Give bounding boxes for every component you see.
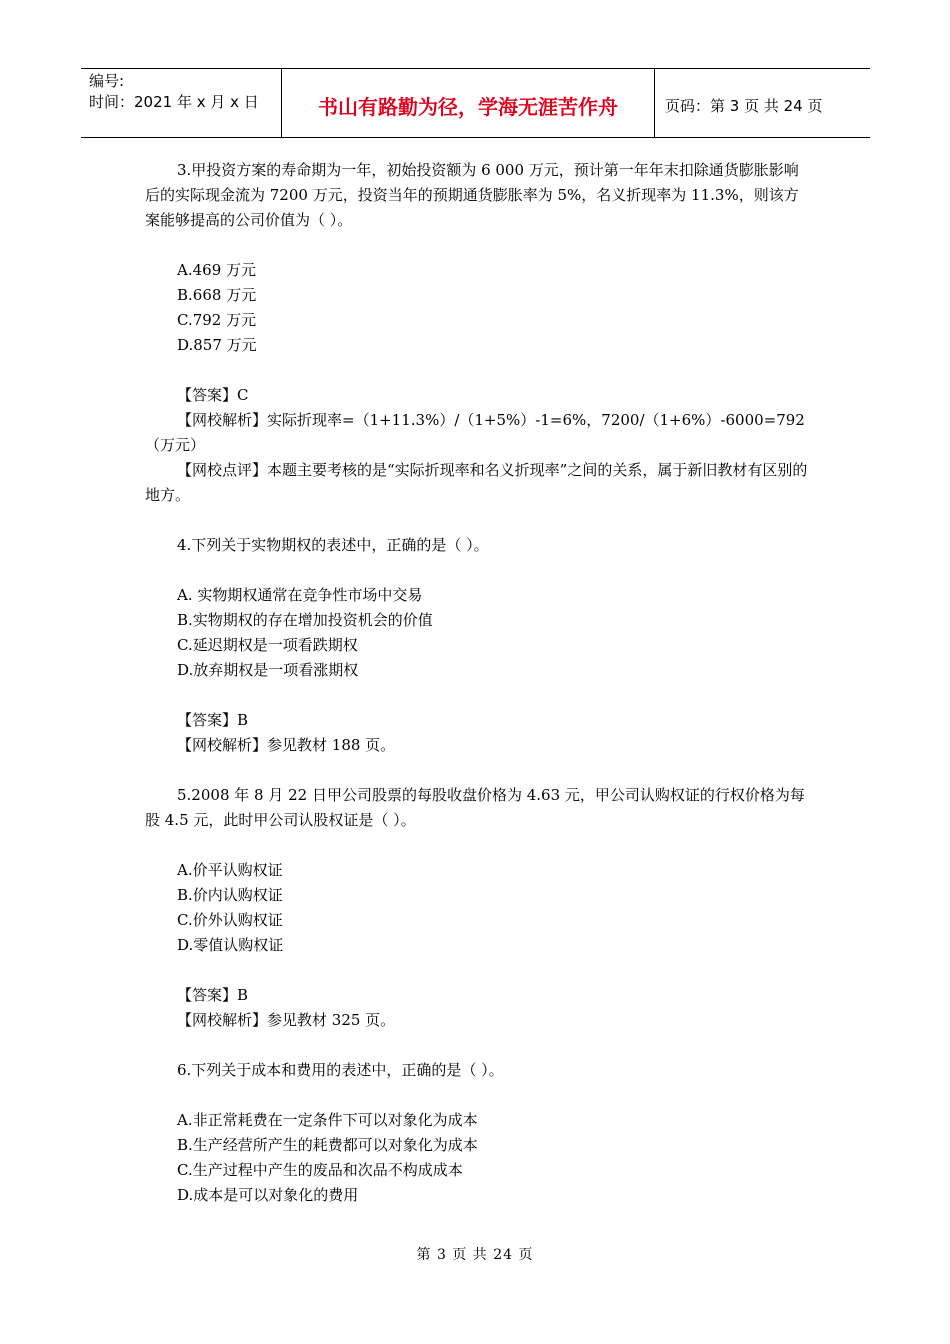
analysis: 【网校解析】参见教材 188 页。 <box>177 736 396 754</box>
option: B.实物期权的存在增加投资机会的价值 <box>177 611 433 629</box>
option: C.生产过程中产生的废品和次品不构成成本 <box>177 1161 463 1179</box>
page-info: 页码：第 3 页 共 24 页 <box>665 96 823 115</box>
option: C.延迟期权是一项看跌期权 <box>177 636 358 654</box>
page-header <box>81 68 870 138</box>
answer: 【答案】B <box>177 711 249 729</box>
page-footer: 第 3 页 共 24 页 <box>416 1247 534 1263</box>
motto: 书山有路勤为径，学海无涯苦作舟 <box>281 69 655 137</box>
comment: 【网校点评】本题主要考核的是“实际折现率和名义折现率”之间的关系，属于新旧教材有区别的地方。 <box>145 461 808 504</box>
answer: 【答案】C <box>177 386 249 404</box>
code-label: 编号: <box>89 72 125 90</box>
analysis: 【网校解析】参见教材 325 页。 <box>177 1011 396 1029</box>
answer: 【答案】B <box>177 986 249 1004</box>
question-stem: 6.下列关于成本和费用的表述中，正确的是（ ）。 <box>177 1061 504 1079</box>
option: D.放弃期权是一项看涨期权 <box>177 661 359 679</box>
option: C.价外认购权证 <box>177 911 283 929</box>
option: C.792 万元 <box>177 311 257 329</box>
option: A.价平认购权证 <box>177 861 283 879</box>
option: D.857 万元 <box>177 336 257 354</box>
header-left-cell <box>81 69 281 137</box>
option: A.非正常耗费在一定条件下可以对象化为成本 <box>177 1111 478 1129</box>
option: B.668 万元 <box>177 286 257 304</box>
option: D.成本是可以对象化的费用 <box>177 1186 359 1204</box>
option: B.价内认购权证 <box>177 886 283 904</box>
analysis: 【网校解析】实际折现率=（1+11.3%）/（1+5%）-1=6%，7200/（1+6%）-6000=792（万元） <box>145 411 805 454</box>
option: B.生产经营所产生的耗费都可以对象化为成本 <box>177 1136 478 1154</box>
option: D.零值认购权证 <box>177 936 284 954</box>
option: A.469 万元 <box>177 261 256 279</box>
date-line: 时间：2021 年 x 月 x 日 <box>89 93 259 111</box>
question-stem: 4.下列关于实物期权的表述中，正确的是（ ）。 <box>177 536 489 554</box>
document-body <box>145 158 810 1208</box>
question-stem: 3.甲投资方案的寿命期为一年，初始投资额为 6 000 万元，预计第一年年末扣除通货膨胀影响后的实际现金流为 7200 万元，投资当年的预期通货膨胀率为 5%，名义折现率为 11.3%，则该方案能够提高的公司价值为（ ）。 <box>145 161 799 229</box>
question-stem: 5.2008 年 8 月 22 日甲公司股票的每股收盘价格为 4.63 元，甲公司认购权证的行权价格为每股 4.5 元，此时甲公司认股权证是（ ）。 <box>145 786 805 829</box>
option: A. 实物期权通常在竞争性市场中交易 <box>177 586 423 604</box>
